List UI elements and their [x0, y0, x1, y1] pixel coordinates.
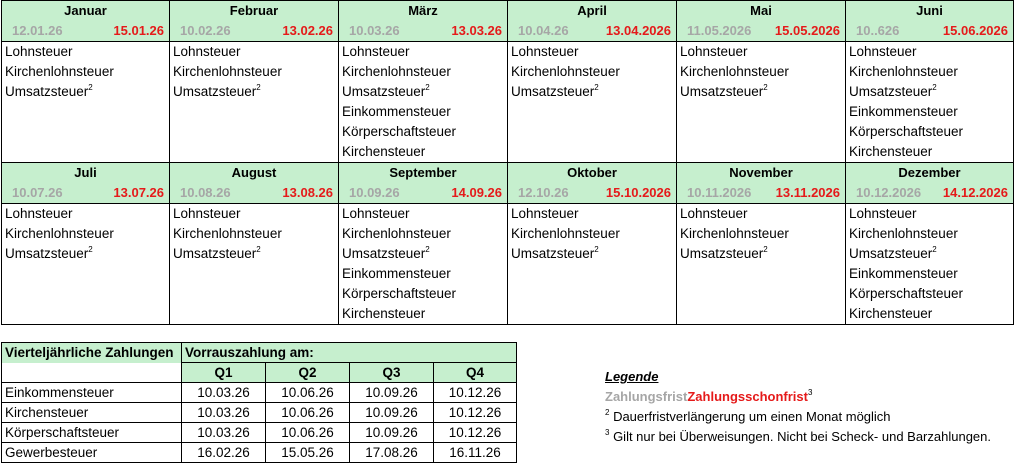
schonfrist-date: 13.02.26: [282, 23, 333, 38]
tax-list: [339, 204, 508, 325]
due-date: 10.06.26: [266, 403, 350, 423]
tax-item: [339, 122, 507, 142]
tax-item: [170, 224, 338, 244]
tax-item: [508, 204, 676, 224]
months-row-2: [2, 163, 1014, 325]
tax-item: [339, 224, 507, 244]
tax-item: [2, 244, 169, 264]
footnote-marker: 2: [932, 245, 937, 254]
legend-note-text: Dauerfristverlängerung um einen Monat möglich: [609, 409, 891, 424]
zahlungsfrist-date: 11.05.2026: [687, 23, 752, 38]
tax-item-label: Umsatzsteuer: [5, 246, 89, 261]
tax-item: [508, 42, 676, 62]
legend-title: Legende: [605, 369, 659, 384]
tax-item-label: Körperschaftsteuer: [342, 124, 457, 139]
tax-item: [339, 62, 507, 82]
quarterly-payments-table: [1, 342, 517, 463]
tax-item-label: Körperschaftsteuer: [849, 124, 964, 139]
tax-item: [339, 284, 507, 304]
tax-item: [170, 42, 338, 62]
footnote-marker: 2: [88, 83, 93, 92]
zahlungsfrist-date: 12.01.26: [12, 23, 63, 38]
tax-item: [339, 142, 507, 162]
legend-deadline-key: [605, 387, 991, 407]
legend-schonfrist: Zahlungsschonfrist: [687, 389, 808, 404]
table-row: [2, 383, 517, 403]
tax-item-label: Einkommensteuer: [849, 104, 958, 119]
month-name: Oktober: [508, 163, 677, 184]
quarterly-title: Vierteljährliche Zahlungen: [2, 343, 182, 363]
schonfrist-date: 15.06.2026: [942, 23, 1008, 38]
tax-item-label: Umsatzsteuer: [680, 84, 764, 99]
month-deadlines: [508, 183, 677, 204]
tax-item-label: Lohnsteuer: [173, 206, 241, 221]
monthly-deadlines-table: [1, 0, 1014, 325]
tax-item: [846, 304, 1013, 324]
tax-item: [846, 284, 1013, 304]
tax-item: [508, 224, 676, 244]
zahlungsfrist-date: 10.02.26: [180, 23, 231, 38]
tax-item: [846, 102, 1013, 122]
tax-item: [677, 82, 845, 102]
tax-item-label: Umsatzsteuer: [5, 84, 89, 99]
tax-item: [2, 62, 169, 82]
month-name: März: [339, 1, 508, 22]
due-date: 16.11.26: [434, 443, 517, 463]
schonfrist-date: 13.07.26: [113, 185, 164, 200]
tax-item-label: Kirchenlohnsteuer: [5, 226, 114, 241]
footnote-marker: 2: [763, 83, 768, 92]
table-row: [2, 403, 517, 423]
tax-item-label: Kirchenlohnsteuer: [680, 226, 789, 241]
footnote-marker: 2: [425, 245, 430, 254]
tax-item: [677, 62, 845, 82]
tax-item-label: Lohnsteuer: [849, 44, 917, 59]
month-deadlines: [170, 183, 339, 204]
tax-item-label: Einkommensteuer: [849, 266, 958, 281]
due-date: 10.03.26: [182, 403, 266, 423]
schonfrist-date: 15.01.26: [113, 23, 164, 38]
tax-item-label: Umsatzsteuer: [342, 246, 426, 261]
zahlungsfrist-date: 12.10.26: [518, 185, 569, 200]
tax-name: Körperschaftsteuer: [2, 423, 182, 443]
tax-item-label: Kirchenlohnsteuer: [173, 226, 282, 241]
tax-item-label: Umsatzsteuer: [342, 84, 426, 99]
legend-zahlungsfrist: Zahlungsfrist: [605, 389, 688, 404]
tax-item-label: Umsatzsteuer: [511, 246, 595, 261]
tax-item: [170, 82, 338, 102]
tax-item-label: Kirchensteuer: [342, 144, 426, 159]
tax-list: [677, 42, 846, 163]
tax-item: [2, 82, 169, 102]
due-date: 10.06.26: [266, 383, 350, 403]
tax-item: [339, 42, 507, 62]
due-date: 15.05.26: [266, 443, 350, 463]
tax-item: [339, 82, 507, 102]
tax-item-label: Einkommensteuer: [342, 104, 451, 119]
tax-item: [508, 244, 676, 264]
month-name: Dezember: [846, 163, 1014, 184]
tax-item: [846, 264, 1013, 284]
tax-name: Kirchensteuer: [2, 403, 182, 423]
schonfrist-date: 15.05.2026: [774, 23, 840, 38]
zahlungsfrist-date: 10.08.26: [180, 185, 231, 200]
tax-item: [677, 204, 845, 224]
tax-item: [170, 244, 338, 264]
month-deadlines: [339, 21, 508, 42]
tax-list: [2, 42, 170, 163]
tax-item: [846, 142, 1013, 162]
tax-item-label: Körperschaftsteuer: [342, 286, 457, 301]
month-deadlines: [2, 21, 170, 42]
schonfrist-date: 13.11.2026: [775, 185, 840, 200]
due-date: 10.03.26: [182, 423, 266, 443]
schonfrist-date: 14.12.2026: [942, 185, 1008, 200]
month-deadlines: [2, 183, 170, 204]
tax-list: [677, 204, 846, 325]
tax-list: [2, 204, 170, 325]
tax-item-label: Kirchensteuer: [849, 306, 933, 321]
schonfrist-date: 13.08.26: [282, 185, 333, 200]
tax-item-label: Kirchenlohnsteuer: [5, 64, 114, 79]
prepayment-heading: Vorrauszahlung am:: [182, 343, 517, 363]
tax-item-label: Kirchenlohnsteuer: [849, 64, 958, 79]
tax-item-label: Umsatzsteuer: [173, 246, 257, 261]
tax-item-label: Lohnsteuer: [5, 206, 73, 221]
footnote-marker: 3: [605, 428, 610, 437]
tax-item-label: Umsatzsteuer: [849, 84, 933, 99]
tax-item-label: Kirchenlohnsteuer: [511, 226, 620, 241]
zahlungsfrist-date: 10..626: [856, 23, 900, 38]
tax-item-label: Kirchenlohnsteuer: [342, 226, 451, 241]
tax-item-label: Körperschaftsteuer: [849, 286, 964, 301]
tax-item: [339, 102, 507, 122]
month-name: Mai: [677, 1, 846, 22]
footnote-marker: 2: [594, 83, 599, 92]
due-date: 10.12.26: [434, 403, 517, 423]
tax-item: [677, 244, 845, 264]
tax-item: [339, 244, 507, 264]
tax-item: [2, 42, 169, 62]
tax-item: [339, 204, 507, 224]
legend-note-text: Gilt nur bei Überweisungen. Nicht bei Scheck- und Barzahlungen.: [609, 429, 991, 444]
tax-item: [508, 82, 676, 102]
tax-item-label: Kirchenlohnsteuer: [680, 64, 789, 79]
zahlungsfrist-date: 10.12.2026: [856, 185, 922, 200]
month-deadlines: [339, 183, 508, 204]
months-row-1: [2, 1, 1014, 163]
tax-item: [339, 264, 507, 284]
tax-name: Gewerbesteuer: [2, 443, 182, 463]
tax-list: [508, 204, 677, 325]
tax-item: [677, 224, 845, 244]
due-date: 10.09.26: [350, 403, 434, 423]
tax-item-label: Lohnsteuer: [849, 206, 917, 221]
month-name: Juni: [846, 1, 1014, 22]
tax-item-label: Lohnsteuer: [342, 206, 410, 221]
footnote-marker: 2: [88, 245, 93, 254]
tax-item: [846, 244, 1013, 264]
month-name: April: [508, 1, 677, 22]
tax-item-label: Kirchenlohnsteuer: [173, 64, 282, 79]
footnote-marker: 2: [763, 245, 768, 254]
footnote-marker: 3: [807, 388, 813, 397]
tax-item-label: Kirchenlohnsteuer: [511, 64, 620, 79]
tax-item: [846, 62, 1013, 82]
tax-item-label: Lohnsteuer: [680, 44, 748, 59]
tax-item-label: Umsatzsteuer: [173, 84, 257, 99]
tax-item-label: Lohnsteuer: [342, 44, 410, 59]
schonfrist-date: 14.09.26: [451, 185, 502, 200]
month-name: September: [339, 163, 508, 184]
zahlungsfrist-date: 10.11.2026: [687, 185, 752, 200]
quarter-header: Q4: [434, 363, 517, 383]
tax-item: [508, 62, 676, 82]
quarter-header: Q2: [266, 363, 350, 383]
tax-list: [846, 204, 1014, 325]
tax-item: [170, 62, 338, 82]
month-deadlines: [677, 21, 846, 42]
due-date: 10.09.26: [350, 383, 434, 403]
footnote-marker: 2: [256, 83, 261, 92]
tax-list: [846, 42, 1014, 163]
tax-item-label: Lohnsteuer: [511, 206, 579, 221]
tax-item: [846, 42, 1013, 62]
tax-item-label: Lohnsteuer: [173, 44, 241, 59]
quarter-header: Q1: [182, 363, 266, 383]
month-name: Juli: [2, 163, 170, 184]
tax-item: [170, 204, 338, 224]
footnote-marker: 2: [594, 245, 599, 254]
month-name: August: [170, 163, 339, 184]
month-deadlines: [170, 21, 339, 42]
month-name: November: [677, 163, 846, 184]
due-date: 17.08.26: [350, 443, 434, 463]
tax-item-label: Einkommensteuer: [342, 266, 451, 281]
footnote-marker: 2: [425, 83, 430, 92]
legend-note-2: [605, 407, 991, 427]
tax-list: [170, 204, 339, 325]
tax-item-label: Umsatzsteuer: [511, 84, 595, 99]
month-deadlines: [677, 183, 846, 204]
tax-item: [2, 204, 169, 224]
zahlungsfrist-date: 10.03.26: [349, 23, 400, 38]
month-deadlines: [846, 183, 1014, 204]
schonfrist-date: 13.03.26: [451, 23, 502, 38]
month-name: Februar: [170, 1, 339, 22]
tax-item-label: Kirchensteuer: [342, 306, 426, 321]
tax-item-label: Lohnsteuer: [5, 44, 73, 59]
footnote-marker: 2: [932, 83, 937, 92]
due-date: 10.12.26: [434, 383, 517, 403]
quarterly-blank-cell: [2, 363, 182, 383]
tax-item-label: Lohnsteuer: [511, 44, 579, 59]
due-date: 10.06.26: [266, 423, 350, 443]
tax-item-label: Umsatzsteuer: [680, 246, 764, 261]
zahlungsfrist-date: 10.09.26: [349, 185, 400, 200]
tax-item: [846, 122, 1013, 142]
schonfrist-date: 15.10.2026: [605, 185, 671, 200]
month-deadlines: [846, 21, 1014, 42]
table-row: [2, 423, 517, 443]
due-date: 16.02.26: [182, 443, 266, 463]
tax-name: Einkommensteuer: [2, 383, 182, 403]
footnote-marker: 2: [605, 408, 610, 417]
tax-item: [846, 204, 1013, 224]
tax-item: [846, 224, 1013, 244]
schonfrist-date: 13.04.2026: [605, 23, 671, 38]
tax-list: [170, 42, 339, 163]
tax-list: [339, 42, 508, 163]
quarter-header: Q3: [350, 363, 434, 383]
tax-item-label: Umsatzsteuer: [849, 246, 933, 261]
legend: [605, 367, 991, 447]
table-row: [2, 443, 517, 463]
footnote-marker: 2: [256, 245, 261, 254]
due-date: 10.12.26: [434, 423, 517, 443]
legend-note-3: [605, 427, 991, 447]
tax-item: [677, 42, 845, 62]
tax-item: [846, 82, 1013, 102]
tax-item-label: Kirchenlohnsteuer: [849, 226, 958, 241]
tax-item: [339, 304, 507, 324]
tax-item: [2, 224, 169, 244]
zahlungsfrist-date: 10.04.26: [518, 23, 569, 38]
due-date: 10.03.26: [182, 383, 266, 403]
tax-list: [508, 42, 677, 163]
tax-item-label: Kirchenlohnsteuer: [342, 64, 451, 79]
zahlungsfrist-date: 10.07.26: [12, 185, 63, 200]
tax-item-label: Lohnsteuer: [680, 206, 748, 221]
month-name: Januar: [2, 1, 170, 22]
month-deadlines: [508, 21, 677, 42]
due-date: 10.09.26: [350, 423, 434, 443]
tax-item-label: Kirchensteuer: [849, 144, 933, 159]
